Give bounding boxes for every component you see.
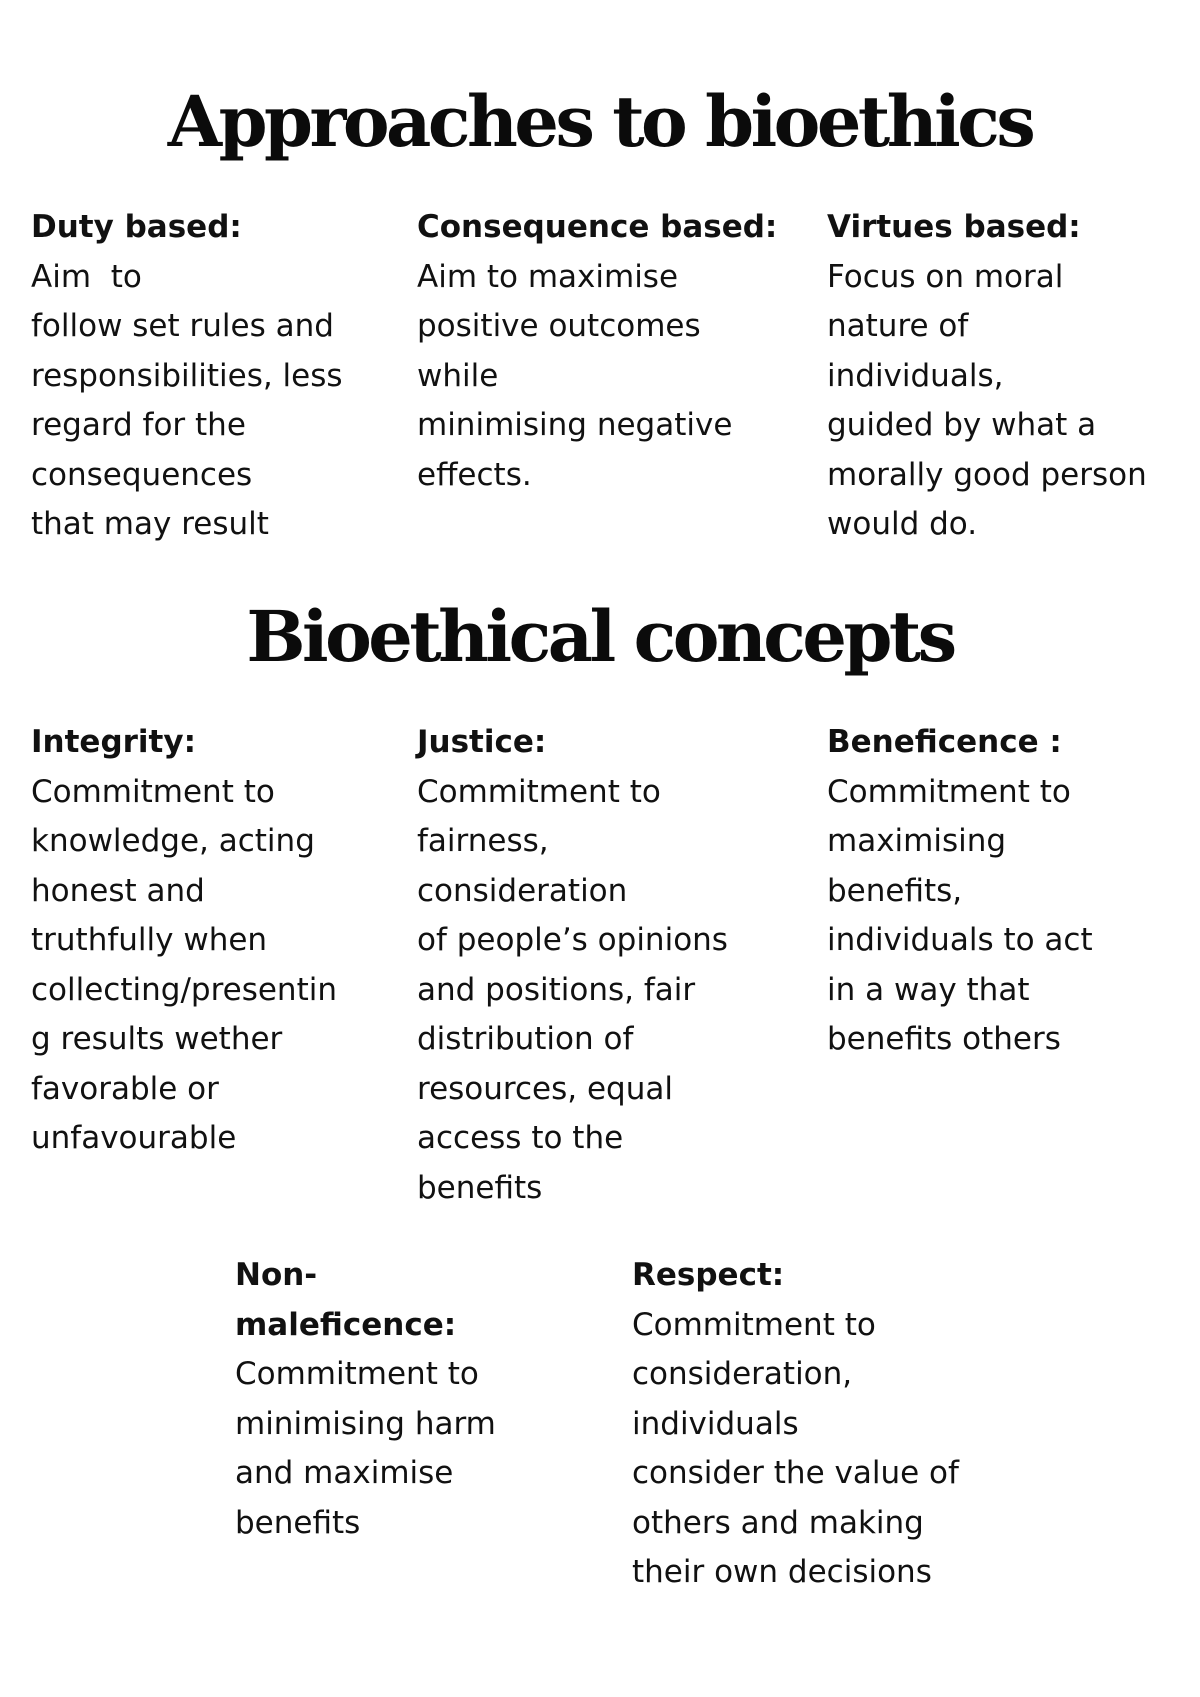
beneficence-line: benefits, — [827, 872, 963, 909]
concepts-title: Bioethical concepts — [246, 595, 954, 678]
respect-line: others and making — [632, 1504, 924, 1541]
integrity-line: knowledge, acting — [31, 823, 315, 859]
justice-line: distribution of — [417, 1021, 634, 1057]
justice-line: consideration — [417, 872, 628, 909]
respect-heading: Respect: — [632, 1257, 785, 1293]
virtues-based-line: would do. — [827, 506, 978, 542]
integrity-line: Commitment to — [31, 773, 275, 810]
justice-heading: Justice: — [417, 724, 547, 760]
justice-line: benefits — [417, 1169, 543, 1206]
consequence-based-line: effects. — [417, 456, 532, 493]
non-maleficence-block — [235, 1251, 496, 1548]
non-maleficence-line: and maximise — [235, 1455, 454, 1491]
respect-line: consider the value of — [632, 1455, 959, 1491]
duty-based-line: Aim to — [31, 258, 142, 295]
justice-line: and positions, fair — [417, 971, 696, 1008]
justice-line: Commitment to — [417, 773, 661, 810]
duty-based-block — [31, 203, 343, 550]
virtues-based-line: guided by what a — [827, 407, 1097, 443]
respect-line: their own decisions — [632, 1554, 932, 1590]
duty-based-line: follow set rules and — [31, 308, 334, 344]
duty-based-line: responsibilities, less — [31, 357, 343, 394]
virtues-based-heading: Virtues based: — [827, 209, 1081, 245]
non-maleficence-line: minimising harm — [235, 1405, 496, 1442]
integrity-line: unfavourable — [31, 1120, 237, 1156]
duty-based-heading: Duty based: — [31, 209, 242, 245]
beneficence-block — [827, 718, 1093, 1065]
virtues-based-line: nature of — [827, 308, 969, 344]
approaches-title: Approaches to bioethics — [167, 80, 1033, 163]
non-maleficence-line: benefits — [235, 1504, 361, 1541]
integrity-line: honest and — [31, 872, 205, 909]
respect-line: Commitment to — [632, 1306, 876, 1343]
beneficence-line: benefits others — [827, 1021, 1061, 1057]
justice-line: access to the — [417, 1120, 624, 1156]
integrity-line: truthfully when — [31, 922, 268, 958]
justice-line: of people’s opinions — [417, 922, 728, 958]
non-maleficence-line: Commitment to — [235, 1356, 479, 1392]
respect-line: consideration, — [632, 1356, 853, 1392]
justice-line: resources, equal — [417, 1070, 673, 1107]
non-maleficence-heading: maleficence: — [235, 1306, 457, 1343]
consequence-based-block — [417, 203, 777, 500]
integrity-line: collecting/presentin — [31, 971, 337, 1008]
consequence-based-heading: Consequence based: — [417, 209, 778, 245]
beneficence-line: in a way that — [827, 971, 1030, 1008]
justice-line: fairness, — [417, 823, 549, 859]
beneficence-line: individuals to act — [827, 922, 1093, 958]
duty-based-line: regard for the — [31, 407, 246, 443]
virtues-based-line: Focus on moral — [827, 258, 1064, 295]
virtues-based-block — [827, 203, 1147, 550]
duty-based-line: that may result — [31, 506, 269, 542]
respect-block — [632, 1251, 959, 1598]
consequence-based-line: while — [417, 357, 499, 394]
consequence-based-line: minimising negative — [417, 407, 733, 443]
integrity-line: g results wether — [31, 1021, 283, 1057]
justice-block — [417, 718, 728, 1213]
beneficence-line: Commitment to — [827, 773, 1071, 810]
respect-line: individuals — [632, 1405, 799, 1442]
virtues-based-line: morally good person — [827, 456, 1147, 493]
consequence-based-line: Aim to maximise — [417, 258, 679, 295]
non-maleficence-heading: Non- — [235, 1257, 318, 1293]
consequence-based-line: positive outcomes — [417, 308, 701, 344]
duty-based-line: consequences — [31, 456, 253, 493]
integrity-block — [31, 718, 337, 1164]
virtues-based-line: individuals, — [827, 357, 1004, 394]
beneficence-line: maximising — [827, 823, 1007, 859]
integrity-heading: Integrity: — [31, 724, 196, 760]
integrity-line: favorable or — [31, 1070, 219, 1107]
beneficence-heading: Beneficence : — [827, 724, 1062, 760]
